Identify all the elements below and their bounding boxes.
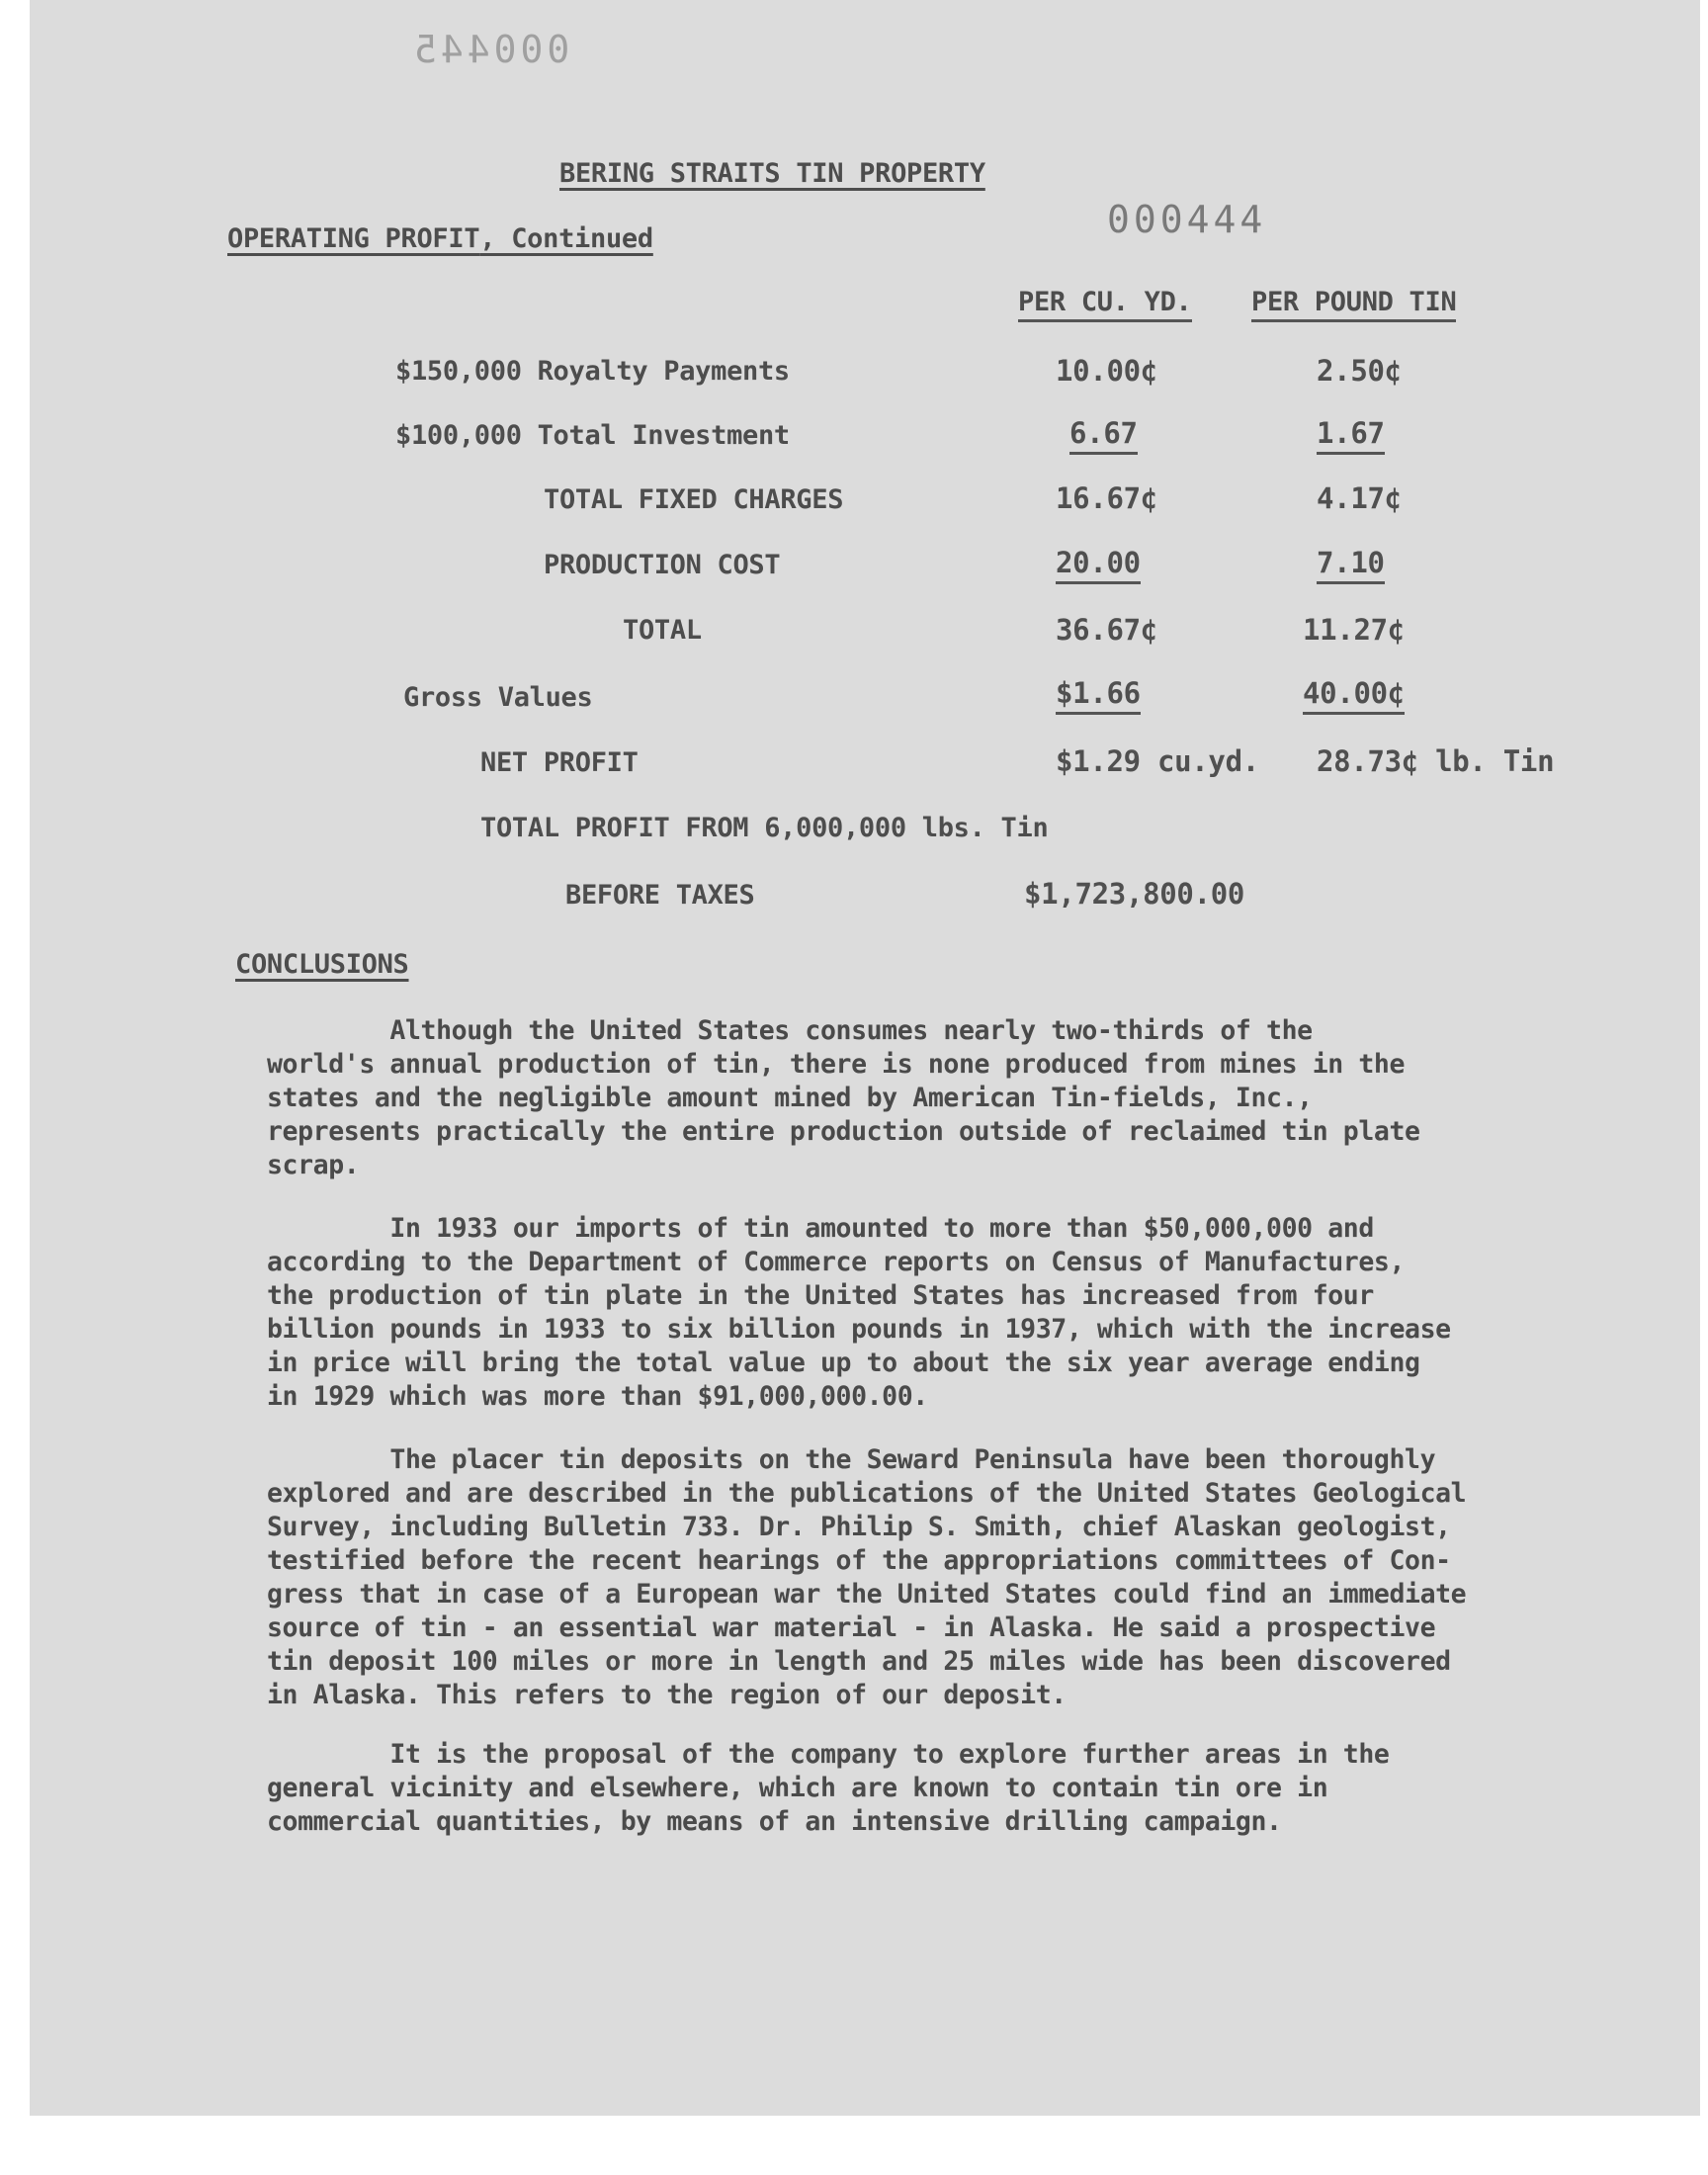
row-label-net-profit: NET PROFIT xyxy=(480,747,639,778)
row-label-production-cost: PRODUCTION COST xyxy=(544,550,781,580)
before-taxes-value: $1,723,800.00 xyxy=(1024,877,1245,911)
row-label-royalty: $150,000 Royalty Payments xyxy=(395,356,790,387)
gross-values-per-cu-yd: $1.66 xyxy=(1056,676,1141,715)
section-heading-main: OPERATING PROFIT xyxy=(227,223,480,254)
col-header-per-cu-yd: PER CU. YD. xyxy=(1018,287,1192,322)
document-sheet xyxy=(30,0,1700,2116)
paragraph-1: Although the United States consumes nearly two-thirds of the world's annual production of tin, there is none produced from mines in the states and the negligible amount mined by American Tin-fields, Inc., represents practically the entire production outside of reclaimed tin plate scrap. xyxy=(267,1015,1420,1180)
conclusions-heading: CONCLUSIONS xyxy=(235,949,409,980)
stamp-number: 000444 xyxy=(1107,198,1267,241)
fixed-charges-per-pound: 4.17¢ xyxy=(1317,481,1402,515)
section-heading xyxy=(227,223,653,254)
investment-per-pound: 1.67 xyxy=(1317,416,1385,455)
stamp-top: 000445 xyxy=(410,28,570,71)
section-heading-suffix: , Continued xyxy=(479,223,653,254)
production-cost-per-pound: 7.10 xyxy=(1317,546,1385,584)
investment-per-cu-yd: 6.67 xyxy=(1069,416,1138,455)
paragraph-3: The placer tin deposits on the Seward Peninsula have been thoroughly explored and are described in the publications of the United States Geological Survey, including Bulletin 733. Dr. Philip S. Smith, chief Alaskan geologist, testified before the recent hearings of the appropriations committees of Con- gress that in case of a European war the United States could find an immediate source of tin - an essential war material - in Alaska. He said a prospective tin deposit 100 miles or more in length and 25 miles wide has been discovered in Alaska. This refers to the region of our deposit. xyxy=(267,1444,1467,1710)
paragraph-2: In 1933 our imports of tin amounted to more than $50,000,000 and according to the Department of Commerce reports on Census of Manufactures, the production of tin plate in the United States has increased from four billion pounds in 1933 to six billion pounds in 1937, which with the increase in price will bring the total value up to about the six year average ending in 1929 which was more than $91,000,000.00. xyxy=(267,1213,1451,1412)
total-profit-label: TOTAL PROFIT FROM 6,000,000 lbs. Tin xyxy=(480,813,1049,843)
net-profit-per-pound: 28.73¢ lb. Tin xyxy=(1317,744,1555,778)
royalty-per-pound: 2.50¢ xyxy=(1317,354,1402,388)
col-header-per-pound-tin: PER POUND TIN xyxy=(1251,287,1456,322)
before-taxes-label: BEFORE TAXES xyxy=(565,880,755,911)
total-per-cu-yd: 36.67¢ xyxy=(1056,613,1157,647)
royalty-per-cu-yd: 10.00¢ xyxy=(1056,354,1157,388)
net-profit-per-cu-yd: $1.29 cu.yd. xyxy=(1056,744,1259,778)
gross-values-per-pound: 40.00¢ xyxy=(1303,676,1405,715)
fixed-charges-per-cu-yd: 16.67¢ xyxy=(1056,481,1157,515)
row-label-gross-values: Gross Values xyxy=(403,682,593,713)
production-cost-per-cu-yd: 20.00 xyxy=(1056,546,1141,584)
row-label-total: TOTAL xyxy=(623,615,702,646)
paragraph-4: It is the proposal of the company to explore further areas in the general vicinity and elsewhere, which are known to contain tin ore in commercial quantities, by means of an intensive drilling campaign. xyxy=(267,1739,1390,1837)
total-per-pound: 11.27¢ xyxy=(1303,613,1405,647)
row-label-fixed-charges: TOTAL FIXED CHARGES xyxy=(544,484,844,515)
document-title: BERING STRAITS TIN PROPERTY xyxy=(559,158,985,189)
row-label-investment: $100,000 Total Investment xyxy=(395,420,790,451)
